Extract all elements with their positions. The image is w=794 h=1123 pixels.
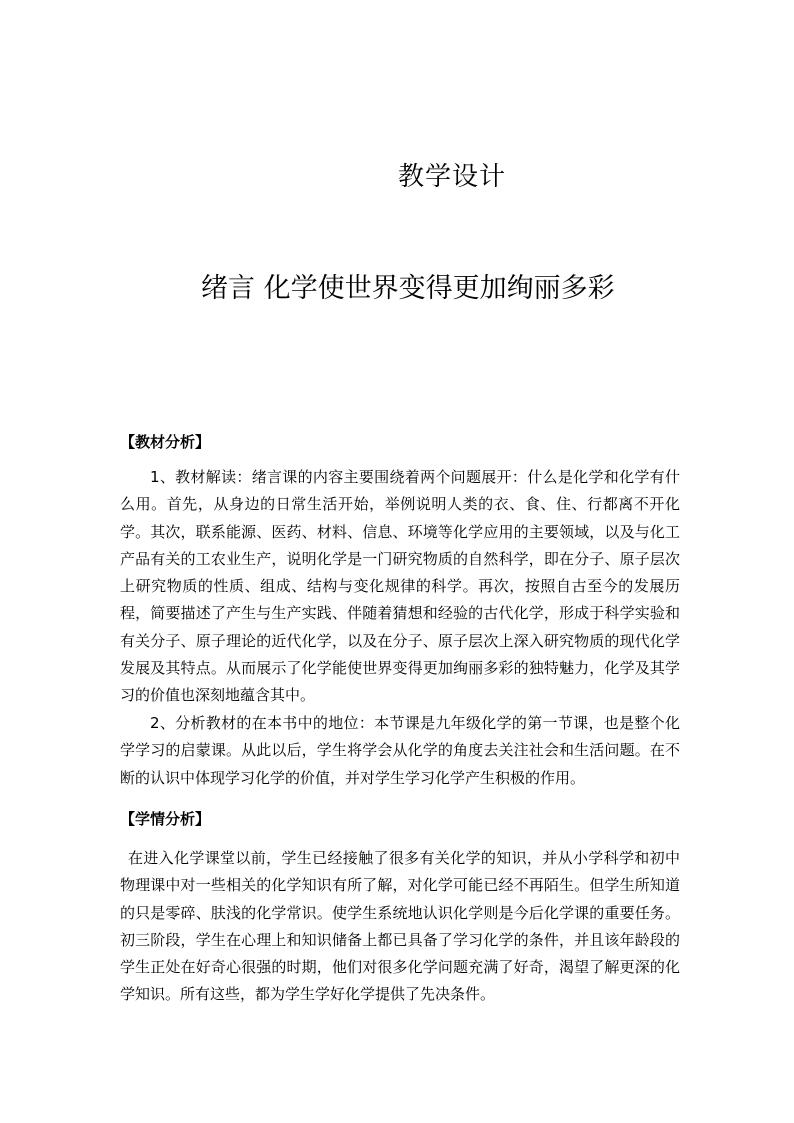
paragraph-learner-analysis: 在进入化学课堂以前，学生已经接触了很多有关化学的知识，并从小学科学和初中物理课中对一些相关的化学知识有所了解，对化学可能已经不再陌生。但学生所知道的只是零碎、肤浅的化学常识。使学生系统地认识化学则是今后化学课的重要任务。初三阶段，学生在心理上和知识储备上都已具备了学习化学的条件，并且该年龄段的学生正处在好奇心很强的时期，他们对很多化学问题充满了好奇，渴望了解更深的化学知识。所有这些，都为学生学好化学提供了先决条件。 (120, 849, 680, 1004)
paragraph-textbook-interpretation: 1、教材解读：绪言课的内容主要围绕着两个问题展开：什么是化学和化学有什么用。首先，从身边的日常生活开始，举例说明人类的衣、食、住、行都离不开化学。其次，联系能源、医药、材料、信息、环境等化学应用的主要领域，以及与化工产品有关的工农业生产，说明化学是一门研究物质的自然科学，即在分子、原子层次上研究物质的性质、组成、结构与变化规律的科学。再次，按照自古至今的发展历程，简要描述了产生与生产实践、伴随着猜想和经验的古代化学，形成于科学实验和有关分子、原子理论的近代化学，以及在分子、原子层次上深入研究物质的现代化学发展及其特点。从而展示了化学能使世界变得更加绚丽多彩的独特魅力，化学及其学习的价值也深刻地蕴含其中。 (120, 468, 680, 705)
document-title: 教学设计 (398, 162, 507, 192)
section-heading-learner-analysis: 【学情分析】 (120, 810, 211, 828)
document-subtitle: 绪言 化学使世界变得更加绚丽多彩 (201, 273, 615, 304)
section-heading-textbook-analysis: 【教材分析】 (120, 433, 211, 451)
paragraph-textbook-position: 2、分析教材的在本书中的地位：本节课是九年级化学的第一节课，也是整个化学学习的启蒙课。从此以后，学生将学会从化学的角度去关注社会和生活问题。在不断的认识中体现学习化学的价值，并对学生学习化学产生积极的作用。 (120, 714, 680, 787)
